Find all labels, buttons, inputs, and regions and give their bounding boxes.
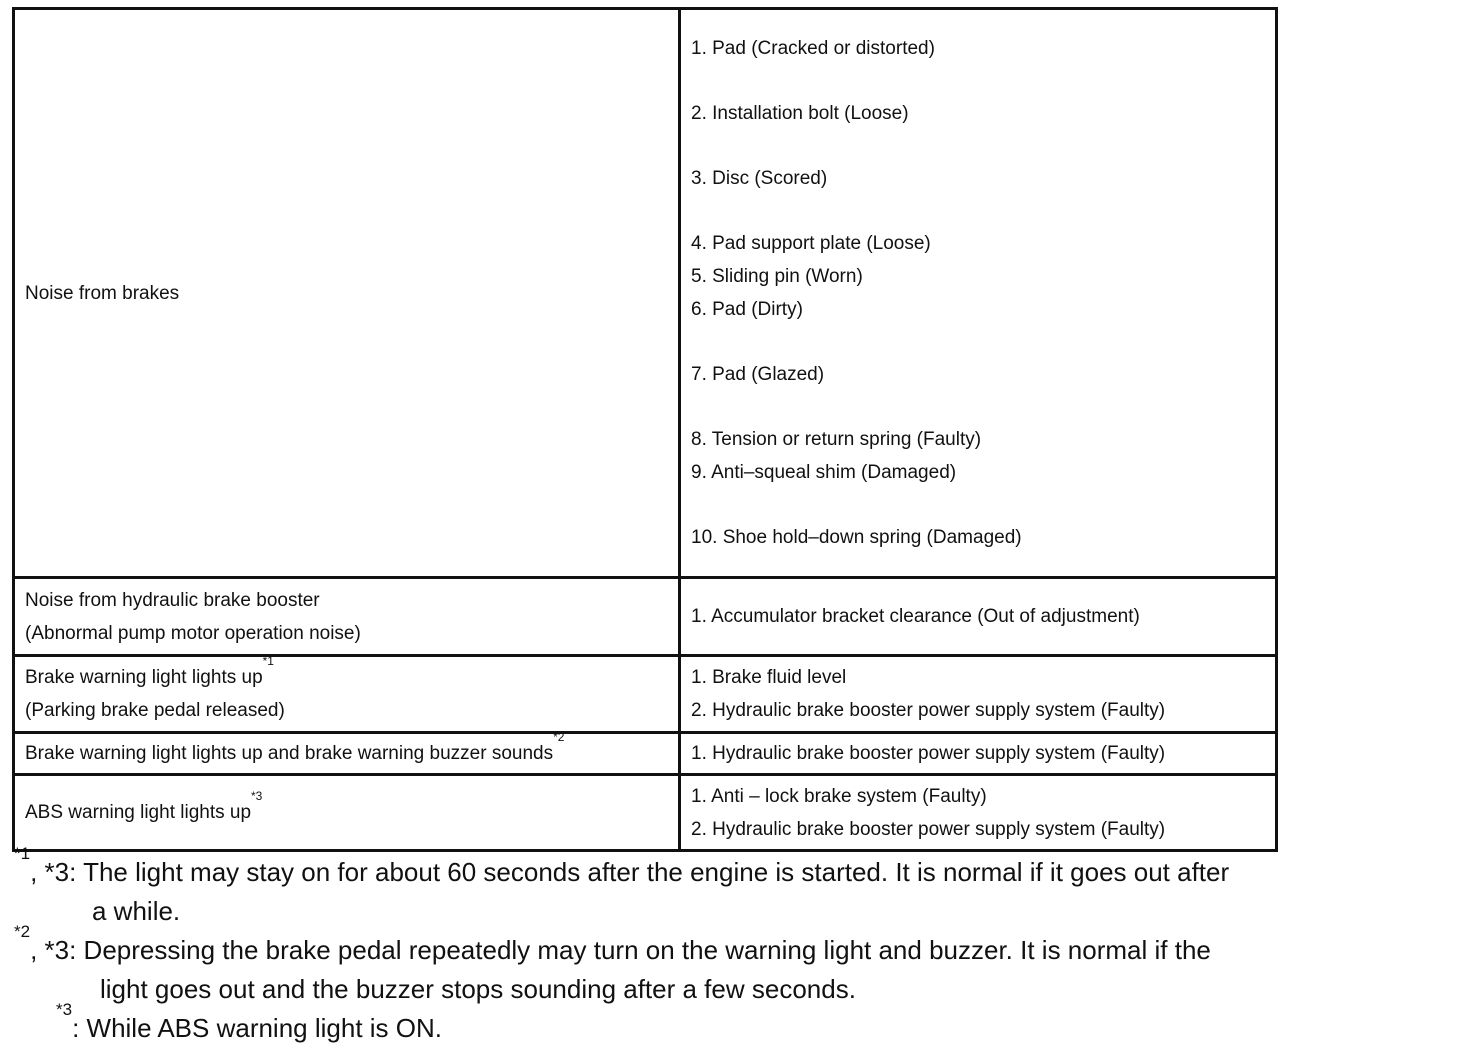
table-row <box>14 656 1277 733</box>
causes-cell <box>680 733 1277 775</box>
footnote <box>14 922 1464 1009</box>
causes-cell <box>680 656 1277 733</box>
cause-item: 9. Anti–squeal shim (Damaged) <box>691 462 957 483</box>
cause-item: 4. Pad support plate (Loose) <box>691 233 931 254</box>
causes-cell <box>680 775 1277 851</box>
symptom-cell <box>14 730 680 775</box>
cause-item: 1. Anti – lock brake system (Faulty) <box>691 785 987 807</box>
cause-item: 3. Disc (Scored) <box>691 168 828 189</box>
footnote-marks: $^{*2}$, *3 <box>14 922 70 965</box>
symptom-cell <box>14 775 680 851</box>
footnote-marker: *3 <box>251 789 263 803</box>
symptom-cell <box>14 578 680 656</box>
cause-item: 2. Hydraulic brake booster power supply system (Faulty) <box>691 818 1166 840</box>
cause-item: 1. Pad (Cracked or distorted) <box>691 38 935 59</box>
symptom-text: (Abnormal pump motor operation noise) <box>25 622 361 644</box>
cause-item: 7. Pad (Glazed) <box>691 364 825 385</box>
symptom-text: Brake warning light lights up and brake warning buzzer sounds$^{*2}$ <box>25 730 565 764</box>
symptom-text: Noise from hydraulic brake booster <box>25 589 320 611</box>
symptom-text: Noise from brakes <box>25 282 180 304</box>
footnote <box>14 844 1464 931</box>
footnote-marker: *1 <box>262 654 274 668</box>
symptom-text: ABS warning light lights $up^{*3}$ <box>25 789 263 823</box>
footnotes <box>14 844 1464 1048</box>
table-row <box>14 9 1277 578</box>
cause-item: 1. Brake fluid level <box>691 667 847 688</box>
footnote-marks: *3 <box>56 1000 73 1019</box>
table-row <box>14 775 1277 851</box>
causes-cell <box>680 9 1277 578</box>
cause-item: 8. Tension or return spring (Faulty) <box>691 429 982 450</box>
footnote-text: : While ABS warning light is ON. <box>72 1013 442 1043</box>
footnote-text: : Depressing the brake pedal repeatedly may turn on the warning light and buzzer. It is normal if the <box>69 935 1211 965</box>
cause-item: 2. Hydraulic brake booster power supply system (Faulty) <box>691 700 1166 721</box>
symptom-cell <box>14 9 680 578</box>
footnote-marker: *2 <box>553 730 565 744</box>
table-row <box>14 733 1277 775</box>
cause-item: 6. Pad (Dirty) <box>691 299 803 320</box>
table-row <box>14 578 1277 656</box>
footnote-text-continued: light goes out and the buzzer stops sounding after a few seconds. <box>100 974 856 1004</box>
symptom-text: Brake warning light lights $up^{*1}$ <box>25 654 274 688</box>
troubleshooting-table <box>12 7 1278 852</box>
footnote-text-continued: a while. <box>92 896 181 926</box>
footnote-text: : The light may stay on for about 60 seconds after the engine is started. It is normal if it goes out after <box>69 857 1230 887</box>
footnote-marks: $^{*1}$, *3 <box>14 844 70 887</box>
causes-cell <box>680 578 1277 656</box>
cause-item: 1. Accumulator bracket clearance (Out of adjustment) <box>691 606 1140 627</box>
symptom-cell <box>14 656 680 733</box>
cause-item: 5. Sliding pin (Worn) <box>691 266 863 287</box>
cause-item: 10. Shoe hold–down spring (Damaged) <box>691 527 1022 548</box>
footnote <box>14 1000 1464 1048</box>
cause-item: 2. Installation bolt (Loose) <box>691 103 909 124</box>
symptom-text: (Parking brake pedal released) <box>25 700 285 721</box>
cause-item: 1. Hydraulic brake booster power supply system (Faulty) <box>691 743 1166 764</box>
